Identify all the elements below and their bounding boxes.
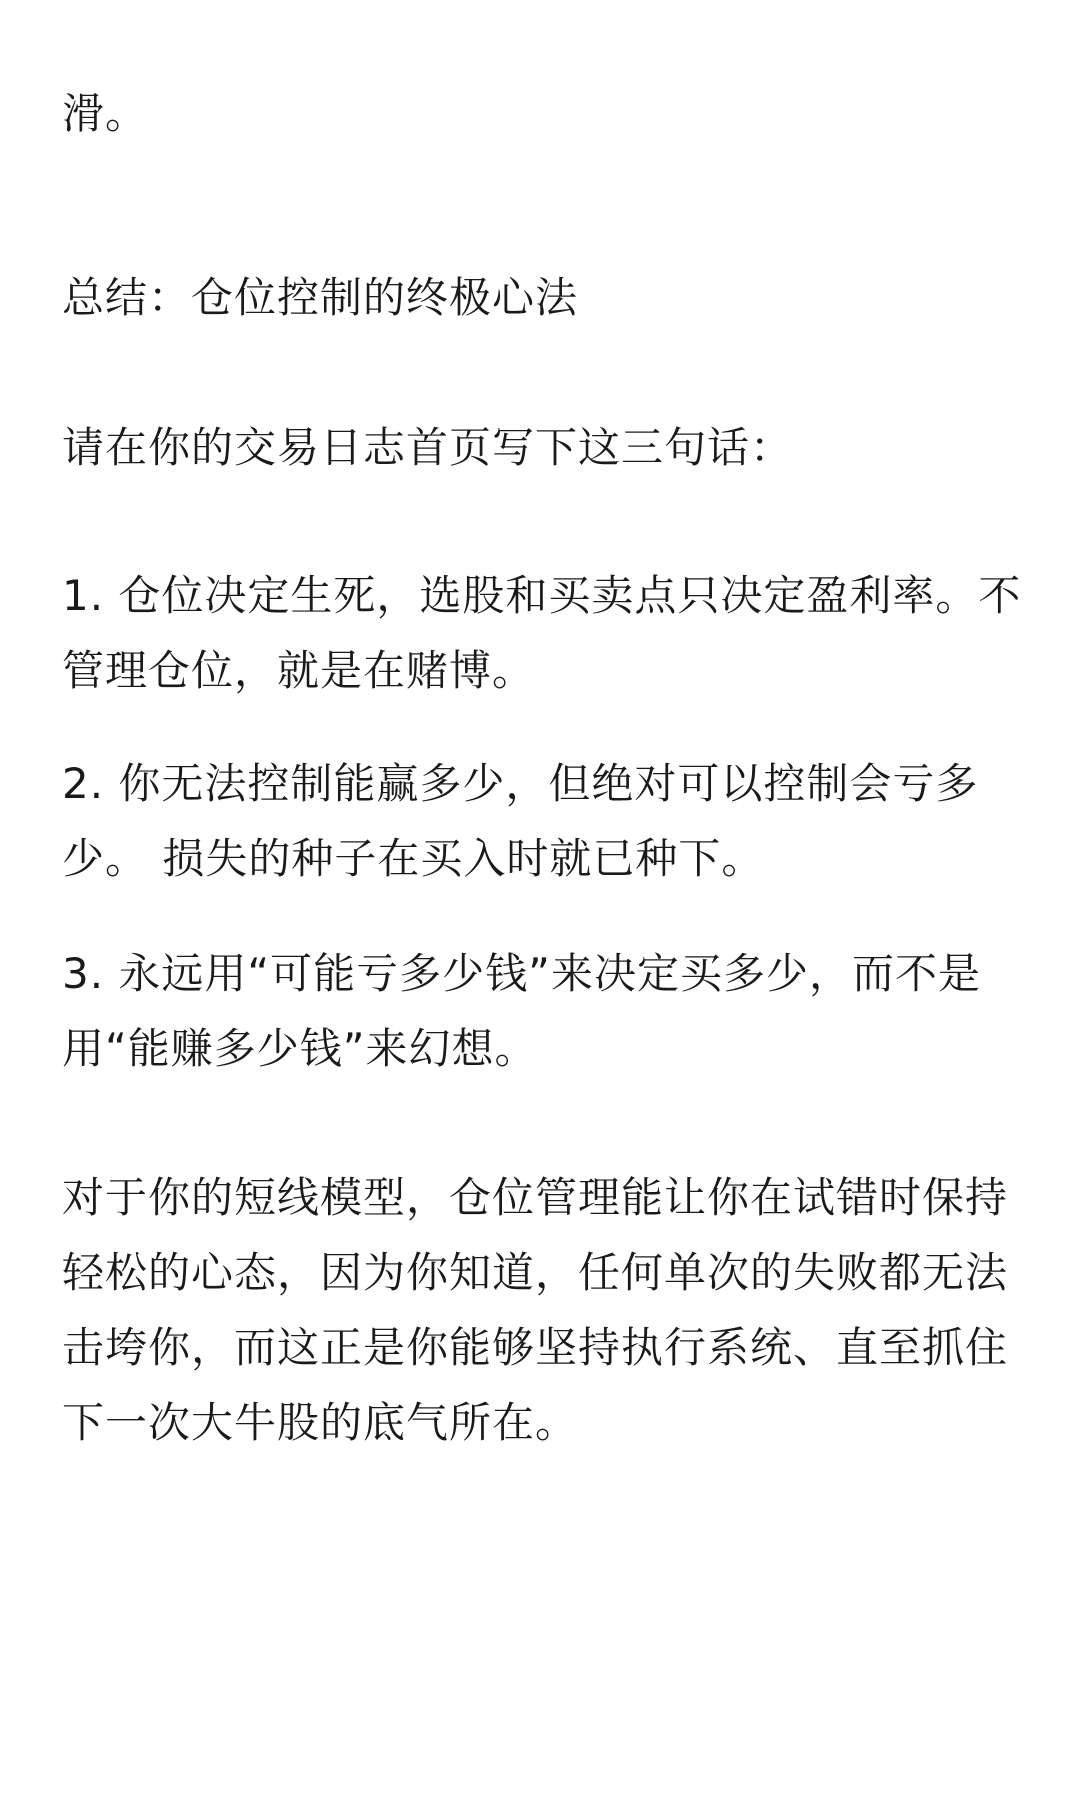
rule-item-2: 2. 你无法控制能赢多少，但绝对可以控制会亏多少。 损失的种子在买入时就已种下。 <box>62 759 979 883</box>
rule-item-3: 3. 永远用“可能亏多少钱”来决定买多少，而不是用“能赚多少钱”来幻想。 <box>62 949 981 1073</box>
paragraph-intro: 请在你的交易日志首页写下这三句话： <box>62 423 794 472</box>
section-heading-summary: 总结：仓位控制的终极心法 <box>62 273 579 322</box>
rule-item-1: 1. 仓位决定生死，选股和买卖点只决定盈利率。不管理仓位，就是在赌博。 <box>62 571 1022 695</box>
paragraph-closing: 对于你的短线模型，仓位管理能让你在试错时保持轻松的心态，因为你知道，任何单次的失败都无法击垮你，而这正是你能够坚持执行系统、直至抓住下一次大牛股的底气所在。 <box>62 1173 1009 1447</box>
paragraph-continuation: 滑。 <box>62 89 149 138</box>
